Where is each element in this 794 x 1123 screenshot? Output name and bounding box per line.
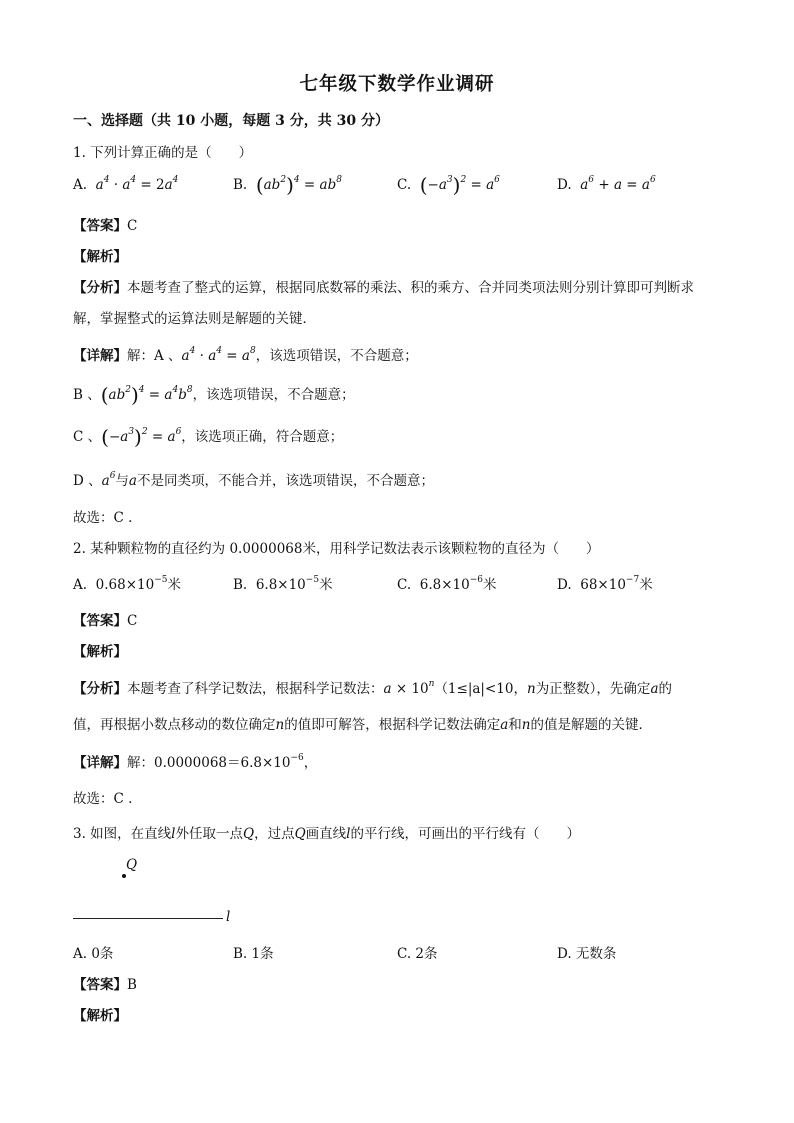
figure-line-l xyxy=(73,918,223,919)
q2-answer: 【答案】C xyxy=(73,613,138,629)
q1-option-a: A. $a^4 \cdot a^4 = 2a^4$ xyxy=(73,175,179,193)
q2-option-c: C. $6.8\times 10^{-6}$米 xyxy=(397,575,497,593)
q1-detail-a: 【详解】解：A 、$a^4 \cdot a^4 = a^8$，该选项错误，不合题意； xyxy=(73,346,418,364)
q1-detail-c: C 、$(-a^3)^2 = a^6$，该选项正确，符合题意； xyxy=(73,425,344,449)
q1-option-d: D. $a^6 + a = a^6$ xyxy=(557,175,656,193)
figure-point-q xyxy=(122,874,126,878)
q1-fenxi-line2: 解，掌握整式的运算法则是解题的关键． xyxy=(73,311,316,327)
q2-option-a: A. $0.68\times 10^{-5}$米 xyxy=(73,575,181,593)
q3-analysis-tag: 【解析】 xyxy=(73,1008,127,1024)
q1-option-c: C. $(-a^3)^2 = a^6$ xyxy=(397,173,500,197)
figure-line-l-label: l xyxy=(226,909,231,925)
q2-option-d: D. $68\times 10^{-7}$米 xyxy=(557,575,653,593)
q1-conclusion: 故选：C . xyxy=(73,510,133,526)
figure-point-q-label: Q xyxy=(126,857,138,873)
q2-fenxi-line1: 【分析】本题考查了科学记数法，根据科学记数法：$a \times 10^n(1\le|a|<10$，n为正整数），先确定a的 xyxy=(73,679,672,697)
q3-option-b: B. 1条 xyxy=(233,946,274,962)
page-title: 七年级下数学作业调研 xyxy=(299,74,495,95)
q3-option-c: C. 2条 xyxy=(397,946,438,962)
q2-option-b: B. $6.8\times 10^{-5}$米 xyxy=(233,575,333,593)
q1-answer: 【答案】C xyxy=(73,218,138,234)
q3-stem: 3. 如图，在直线l外任取一点Q，过点Q画直线l的平行线，可画出的平行线有（ ） xyxy=(73,826,580,842)
q1-stem: 1. 下列计算正确的是（ ） xyxy=(73,145,253,161)
q3-option-d: D. 无数条 xyxy=(557,946,617,962)
q1-option-b: B. $(ab^2)^4 = ab^8$ xyxy=(233,173,342,197)
q3-answer: 【答案】B xyxy=(73,977,137,993)
q1-detail-b: B 、$(ab^2)^4 = a^4b^8$，该选项错误，不合题意； xyxy=(73,383,355,407)
q2-fenxi-line2: 值，再根据小数点移动的数位确定n的值即可解答，根据科学记数法确定a和n的值是解题的关键． xyxy=(73,717,652,733)
q1-detail-d: D 、$a^6$与a不是同类项，不能合并，该选项错误，不合题意； xyxy=(73,471,434,489)
q2-detail: 【详解】解：$0.0000068=6.8\times 10^{-6}$， xyxy=(73,753,318,771)
q3-option-a: A. 0条 xyxy=(73,946,114,962)
q1-fenxi-line1: 【分析】本题考查了整式的运算，根据同底数幂的乘法、积的乘方、合并同类项法则分别计算即可判断求 xyxy=(73,280,694,296)
q1-analysis-tag: 【解析】 xyxy=(73,249,127,265)
q2-conclusion: 故选：C . xyxy=(73,791,133,807)
section-heading: 一、选择题（共 10 小题，每题 3 分，共 30 分） xyxy=(73,113,389,129)
q2-analysis-tag: 【解析】 xyxy=(73,644,127,660)
q2-stem: 2. 某种颗粒物的直径约为 0.0000068米，用科学记数法表示该颗粒物的直径为（ ） xyxy=(73,541,600,557)
